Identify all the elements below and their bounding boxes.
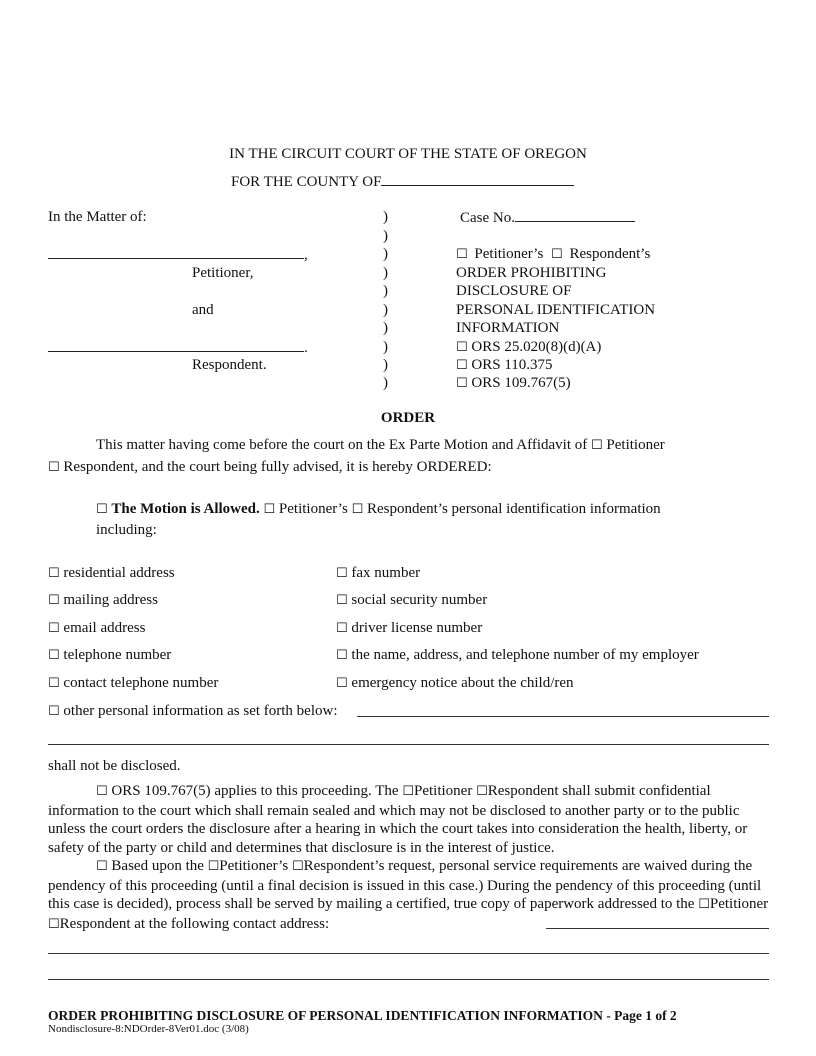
petitioner-checkbox[interactable]: ☐ xyxy=(456,247,468,262)
county-label: FOR THE COUNTY OF xyxy=(231,174,382,190)
paren: ) xyxy=(383,209,388,225)
respondent-name-blank[interactable] xyxy=(48,338,304,352)
motion-rest-label: Respondent’s personal identification information xyxy=(366,501,661,517)
motion-allowed-checkbox[interactable]: ☐ xyxy=(96,502,108,517)
other-info-blank[interactable] xyxy=(357,716,769,717)
order-title-line: PERSONAL IDENTIFICATION xyxy=(456,302,656,318)
info-option xyxy=(48,646,171,665)
info-checkbox[interactable]: ☐ xyxy=(48,621,60,636)
ors-lead: ORS 109.767(5) applies to this proceeding. The xyxy=(111,783,399,799)
service-respondent-checkbox[interactable]: ☐ xyxy=(291,859,304,874)
info-label: fax number xyxy=(351,565,421,581)
other-info-blank-2[interactable] xyxy=(48,744,769,745)
service-tail: Respondent at the following contact address: xyxy=(59,915,330,932)
intro-petitioner-checkbox[interactable]: ☐ xyxy=(591,438,603,453)
intro-petitioner-label: Petitioner xyxy=(606,437,665,453)
paren: ) xyxy=(383,339,388,355)
service-body: Respondent’s request, personal service requirements are waived during the pendency of this proceeding (until a final decision is issued in this case.) During the pendency of this proceeding (until this case is decided), process shall be served by mailing a certified, true copy of paperwork addressed to the xyxy=(48,858,762,912)
info-checkbox[interactable]: ☐ xyxy=(336,621,348,636)
info-checkbox[interactable]: ☐ xyxy=(48,593,60,608)
order-title-line: ORDER PROHIBITING xyxy=(456,265,607,281)
motion-respondent-checkbox[interactable]: ☐ xyxy=(351,502,364,517)
petitioner-name-line xyxy=(48,245,308,264)
county-line xyxy=(231,172,574,191)
order-heading: ORDER xyxy=(380,410,436,426)
info-label: social security number xyxy=(351,592,488,608)
info-label: contact telephone number xyxy=(63,675,219,691)
intro-text: This matter having come before the court on the Ex Parte Motion and Affidavit of xyxy=(96,437,588,453)
respondent-label: Respondent. xyxy=(192,357,267,373)
in-the-matter-label: In the Matter of: xyxy=(48,209,147,225)
info-checkbox[interactable]: ☐ xyxy=(48,566,60,581)
motion-petitioner-checkbox[interactable]: ☐ xyxy=(263,502,276,517)
petitioner-name-blank[interactable] xyxy=(48,245,304,259)
respondent-name-line xyxy=(48,338,308,357)
statute-option xyxy=(456,374,571,393)
info-label: emergency notice about the child/ren xyxy=(351,675,574,691)
other-info-checkbox[interactable]: ☐ xyxy=(48,704,60,719)
respondent-checkbox[interactable]: ☐ xyxy=(551,247,563,262)
service-petitioner-checkbox[interactable]: ☐ xyxy=(207,859,220,874)
other-info-label: other personal information as set forth below: xyxy=(63,703,338,719)
ors-petitioner-label: Petitioner xyxy=(414,783,473,799)
service-petitioners-label: Petitioner’s xyxy=(219,858,289,874)
service-addr-petitioner-checkbox[interactable]: ☐ xyxy=(698,897,710,912)
ors-respondent-checkbox[interactable]: ☐ xyxy=(476,784,488,799)
case-no-label: Case No. xyxy=(460,210,515,226)
statute-checkbox[interactable]: ☐ xyxy=(456,358,468,373)
info-checkbox[interactable]: ☐ xyxy=(336,648,348,663)
motion-allowed-label: The Motion is Allowed. xyxy=(111,501,260,517)
footer-page: Page 1 of 2 xyxy=(614,1008,677,1023)
paren: ) xyxy=(383,265,388,281)
service-checkbox[interactable]: ☐ xyxy=(96,859,108,874)
petitioner-label: Petitioner, xyxy=(192,265,254,281)
info-option xyxy=(336,674,574,693)
court-heading: IN THE CIRCUIT COURT OF THE STATE OF OREGON xyxy=(229,146,587,162)
paren: ) xyxy=(383,228,388,244)
info-checkbox[interactable]: ☐ xyxy=(336,676,348,691)
ors-petitioner-checkbox[interactable]: ☐ xyxy=(402,784,414,799)
contact-address-blank[interactable] xyxy=(546,928,769,929)
info-checkbox[interactable]: ☐ xyxy=(48,648,60,663)
info-checkbox[interactable]: ☐ xyxy=(48,676,60,691)
comma: , xyxy=(304,247,308,263)
info-option xyxy=(336,619,482,638)
info-label: mailing address xyxy=(63,592,158,608)
motion-allowed-line xyxy=(96,500,661,519)
paren: ) xyxy=(383,320,388,336)
paren: ) xyxy=(383,375,388,391)
footer-title: ORDER PROHIBITING DISCLOSURE OF PERSONAL IDENTIFICATION INFORMATION xyxy=(48,1008,603,1023)
and-label: and xyxy=(192,302,214,318)
statute-label: ORS 25.020(8)(d)(A) xyxy=(471,339,602,355)
case-no-blank[interactable] xyxy=(515,208,635,222)
info-option xyxy=(336,591,487,610)
info-checkbox[interactable]: ☐ xyxy=(336,566,348,581)
info-label: residential address xyxy=(63,565,175,581)
ors-paragraph xyxy=(48,782,770,857)
case-number-line xyxy=(460,208,635,227)
ors-body: Respondent shall submit confidential information to the court which shall remain sealed and which may not be disclosed to another party or to the public unless the court orders the disclosure after a hearing in which the court takes into consideration the health, liberty, or safety of the party or child and determines that disclosure is in the interest of justice. xyxy=(48,783,748,856)
service-lead: Based upon the xyxy=(111,858,204,874)
statute-label: ORS 110.375 xyxy=(471,357,553,373)
footer-doc-id: Nondisclosure-8:NDOrder-8Ver01.doc (3/08) xyxy=(48,1023,249,1035)
petitioners-label: Petitioner’s xyxy=(474,246,544,262)
paren: ) xyxy=(383,357,388,373)
paren: ) xyxy=(383,283,388,299)
order-title-line: INFORMATION xyxy=(456,320,560,336)
intro-respondent-checkbox[interactable]: ☐ xyxy=(48,460,60,475)
county-blank[interactable] xyxy=(381,172,574,186)
respondents-label: Respondent’s xyxy=(569,246,651,262)
other-info-option xyxy=(48,702,338,721)
info-label: email address xyxy=(63,620,146,636)
not-disclosed-label: shall not be disclosed. xyxy=(48,758,181,774)
period: . xyxy=(304,340,308,356)
service-paragraph xyxy=(48,857,770,934)
statute-checkbox[interactable]: ☐ xyxy=(456,340,468,355)
contact-address-blank-2[interactable] xyxy=(48,953,769,954)
info-label: telephone number xyxy=(63,647,172,663)
info-option xyxy=(336,564,420,583)
info-option xyxy=(48,619,145,638)
statute-option xyxy=(456,338,601,357)
info-option xyxy=(48,564,175,583)
info-option xyxy=(48,674,218,693)
statute-option xyxy=(456,356,553,375)
info-label: driver license number xyxy=(351,620,483,636)
statute-label: ORS 109.767(5) xyxy=(471,375,571,391)
including-label: including: xyxy=(96,522,157,538)
service-addr-petitioner-label: Petitioner xyxy=(709,896,769,912)
statute-checkbox[interactable]: ☐ xyxy=(456,376,468,391)
footer-separator: - xyxy=(602,1008,615,1023)
info-checkbox[interactable]: ☐ xyxy=(336,593,348,608)
paren: ) xyxy=(383,246,388,262)
paren: ) xyxy=(383,302,388,318)
info-label: the name, address, and telephone number of my employer xyxy=(351,647,699,663)
contact-address-blank-3[interactable] xyxy=(48,979,769,980)
ors-checkbox[interactable]: ☐ xyxy=(96,784,108,799)
info-option xyxy=(48,591,158,610)
info-option xyxy=(336,646,699,665)
party-select-line xyxy=(456,245,650,264)
service-addr-respondent-checkbox[interactable]: ☐ xyxy=(48,916,60,932)
order-title-line: DISCLOSURE OF xyxy=(456,283,572,299)
intro-text-2: Respondent, and the court being fully advised, it is hereby ORDERED: xyxy=(63,459,492,475)
motion-petitioners-label: Petitioner’s xyxy=(278,501,348,517)
intro-line-2 xyxy=(48,458,492,477)
intro-line-1 xyxy=(96,436,665,455)
